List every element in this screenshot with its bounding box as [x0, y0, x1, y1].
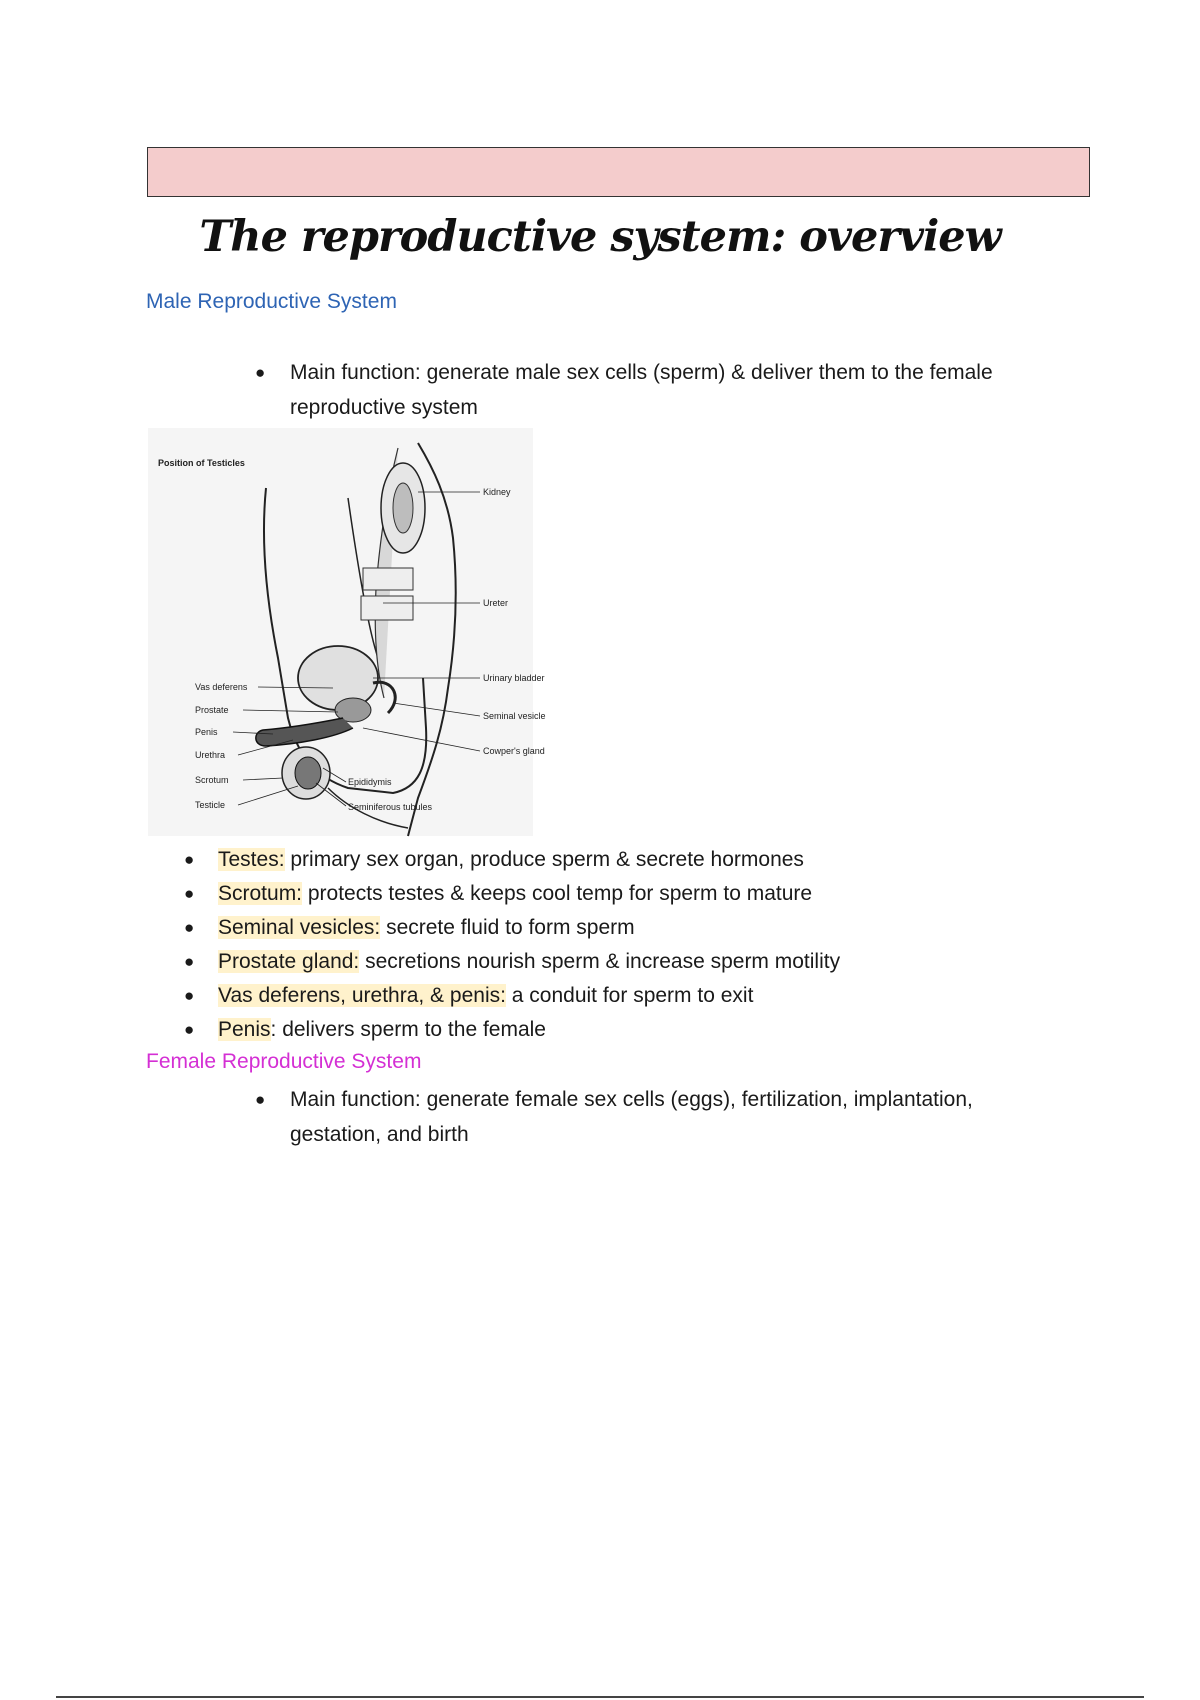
diagram-heading: Position of Testicles: [158, 458, 245, 468]
label-vas-deferens: Vas deferens: [195, 682, 248, 692]
footer-divider: [56, 1696, 1144, 1698]
part-description: primary sex organ, produce sperm & secrete hormones: [284, 848, 804, 871]
male-anatomy-diagram: [148, 428, 546, 836]
label-urinary-bladder: Urinary bladder: [483, 673, 545, 683]
anatomy-illustration: [148, 428, 546, 836]
male-main-function: [255, 355, 1050, 425]
list-item: [184, 843, 840, 877]
list-item: [184, 877, 840, 911]
label-cowpers-gland: Cowper's gland: [483, 746, 545, 756]
label-urethra: Urethra: [195, 750, 226, 760]
header-banner: [147, 147, 1090, 197]
label-scrotum: Scrotum: [195, 775, 229, 785]
part-description: secretions nourish sperm & increase sperm motility: [359, 950, 841, 973]
part-term: Testes:: [218, 848, 285, 871]
list-item: [184, 911, 840, 945]
label-prostate: Prostate: [195, 705, 229, 715]
bullet-icon: ●: [184, 884, 195, 903]
male-parts-list: [184, 843, 840, 1047]
bullet-icon: ●: [184, 1020, 195, 1039]
bullet-icon: ●: [184, 918, 195, 937]
part-term: Penis: [218, 1018, 271, 1041]
label-seminal-vesicle: Seminal vesicle: [483, 711, 546, 721]
female-main-function-text: Main function: generate female sex cells (eggs), fertilization, implantation, gestation, and birth: [290, 1088, 973, 1146]
female-section-heading: Female Reproductive System: [146, 1050, 422, 1073]
part-description: a conduit for sperm to exit: [505, 984, 754, 1007]
male-section-heading: Male Reproductive System: [146, 290, 397, 313]
part-term: Seminal vesicles:: [218, 916, 381, 939]
list-item: [184, 979, 840, 1013]
list-item: [184, 1013, 840, 1047]
bullet-icon: ●: [184, 952, 195, 971]
part-description: : delivers sperm to the female: [270, 1018, 546, 1041]
label-epididymis: Epididymis: [348, 777, 392, 787]
bullet-icon: ●: [184, 986, 195, 1005]
male-main-function-text: Main function: generate male sex cells (sperm) & deliver them to the female reproductive system: [290, 361, 993, 419]
bullet-icon: ●: [184, 850, 195, 869]
label-ureter: Ureter: [483, 598, 509, 608]
page-title: The reproductive system: overview: [199, 212, 1001, 262]
part-description: protects testes & keeps cool temp for sperm to mature: [302, 882, 813, 905]
part-term: Prostate gland:: [218, 950, 360, 973]
list-item: [184, 945, 840, 979]
bullet-icon: ●: [255, 363, 266, 382]
part-term: Scrotum:: [218, 882, 303, 905]
part-term: Vas deferens, urethra, & penis:: [218, 984, 506, 1007]
label-penis: Penis: [195, 727, 218, 737]
label-kidney: Kidney: [483, 487, 511, 497]
label-testicle: Testicle: [195, 800, 226, 810]
bullet-icon: ●: [255, 1090, 266, 1109]
part-description: secrete fluid to form sperm: [380, 916, 635, 939]
female-main-function: [255, 1082, 1050, 1152]
label-seminiferous-tubules: Seminiferous tubules: [348, 802, 433, 812]
